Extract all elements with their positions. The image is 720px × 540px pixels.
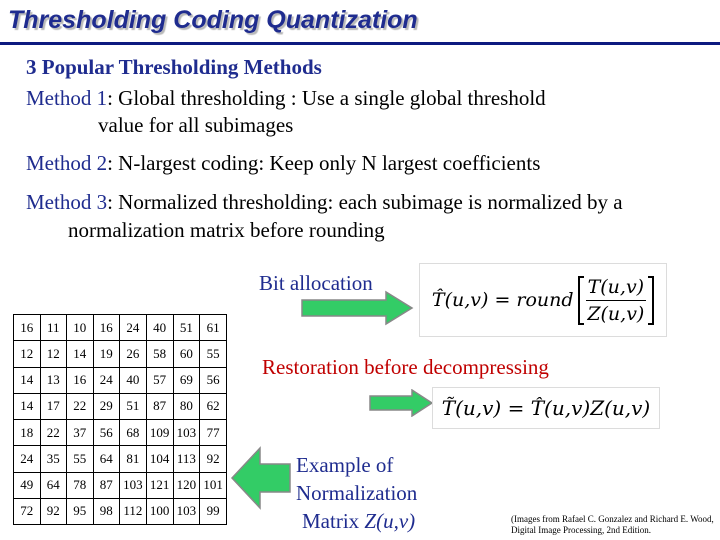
normalization-matrix: [13, 314, 227, 525]
matrix-cell: 14: [14, 367, 41, 393]
method-1-label: Method 1: [26, 86, 108, 110]
matrix-cell: 64: [40, 472, 67, 498]
matrix-cell: 95: [67, 498, 94, 524]
matrix-cell: 37: [67, 420, 94, 446]
matrix-cell: 24: [120, 315, 147, 341]
matrix-cell: 26: [120, 341, 147, 367]
bit-allocation-label: Bit allocation: [259, 271, 373, 295]
example-line-1: Example of: [296, 453, 394, 477]
matrix-cell: 87: [146, 393, 173, 419]
matrix-cell: 12: [40, 341, 67, 367]
matrix-row: [14, 315, 227, 341]
page-title: Thresholding Coding Quantization: [8, 6, 418, 34]
restoration-label: Restoration before decompressing: [262, 355, 549, 379]
matrix-cell: 99: [200, 498, 227, 524]
matrix-cell: 112: [120, 498, 147, 524]
matrix-cell: 120: [173, 472, 200, 498]
method-1-line: [26, 86, 546, 111]
example-caption: [296, 451, 434, 535]
matrix-cell: 40: [146, 315, 173, 341]
matrix-cell: 18: [14, 420, 41, 446]
matrix-cell: 10: [67, 315, 94, 341]
formula-numerator: T(u,v): [586, 276, 647, 301]
matrix-row: [14, 498, 227, 524]
matrix-cell: 72: [14, 498, 41, 524]
matrix-cell: 19: [93, 341, 120, 367]
matrix-cell: 55: [200, 341, 227, 367]
matrix-cell: 113: [173, 446, 200, 472]
matrix-row: [14, 472, 227, 498]
matrix-row: [14, 446, 227, 472]
formula-denominator: Z(u,v): [587, 302, 645, 325]
right-arrow-icon: [300, 290, 416, 326]
matrix-cell: 103: [120, 472, 147, 498]
matrix-cell: 49: [14, 472, 41, 498]
matrix-row: [14, 341, 227, 367]
matrix-cell: 80: [173, 393, 200, 419]
matrix-cell: 78: [67, 472, 94, 498]
title-divider: [0, 42, 720, 45]
example-line-3-prefix: Matrix: [302, 509, 365, 533]
example-line-2: Normalization: [296, 481, 418, 505]
title-bar: [0, 0, 720, 42]
matrix-row: [14, 367, 227, 393]
matrix-cell: 61: [200, 315, 227, 341]
method-2-label: Method 2: [26, 151, 108, 175]
matrix-row: [14, 420, 227, 446]
method-1-continuation: value for all subimages: [98, 113, 294, 137]
section-heading: 3 Popular Thresholding Methods: [26, 55, 322, 79]
matrix-cell: 101: [200, 472, 227, 498]
matrix-cell: 14: [14, 393, 41, 419]
matrix-cell: 64: [93, 446, 120, 472]
matrix-cell: 17: [40, 393, 67, 419]
matrix-cell: 56: [93, 420, 120, 446]
matrix-cell: 58: [146, 341, 173, 367]
matrix-cell: 35: [40, 446, 67, 472]
matrix-cell: 92: [200, 446, 227, 472]
matrix-cell: 24: [14, 446, 41, 472]
matrix-cell: 55: [67, 446, 94, 472]
matrix-cell: 40: [120, 367, 147, 393]
matrix-cell: 92: [40, 498, 67, 524]
matrix-cell: 121: [146, 472, 173, 498]
matrix-cell: 14: [67, 341, 94, 367]
matrix-cell: 57: [146, 367, 173, 393]
matrix-cell: 81: [120, 446, 147, 472]
bit-allocation-formula: [419, 263, 667, 337]
matrix-cell: 77: [200, 420, 227, 446]
matrix-cell: 98: [93, 498, 120, 524]
matrix-cell: 87: [93, 472, 120, 498]
matrix-cell: 16: [93, 315, 120, 341]
matrix-cell: 24: [93, 367, 120, 393]
matrix-cell: 16: [67, 367, 94, 393]
matrix-cell: 51: [120, 393, 147, 419]
matrix-cell: 68: [120, 420, 147, 446]
matrix-cell: 103: [173, 498, 200, 524]
method-3-text: : Normalized thresholding: each subimage is normalized by a: [107, 190, 623, 214]
restoration-formula: T̃(u,v) = T̂(u,v)Z(u,v): [432, 387, 660, 429]
formula-lhs: T̂(u,v) = round: [431, 289, 574, 311]
matrix-cell: 29: [93, 393, 120, 419]
method-3-line: [26, 190, 623, 215]
matrix-cell: 56: [200, 367, 227, 393]
matrix-cell: 100: [146, 498, 173, 524]
matrix-cell: 11: [40, 315, 67, 341]
method-3-continuation: normalization matrix before rounding: [68, 218, 385, 242]
matrix-row: [14, 393, 227, 419]
left-arrow-icon: [230, 446, 292, 510]
example-line-3: [296, 507, 434, 535]
example-line-3-var: Z(u,v): [364, 509, 416, 533]
matrix-cell: 60: [173, 341, 200, 367]
method-3-label: Method 3: [26, 190, 108, 214]
matrix-cell: 13: [40, 367, 67, 393]
method-2-text: : N-largest coding: Keep only N largest coefficients: [107, 151, 541, 175]
matrix-cell: 69: [173, 367, 200, 393]
matrix-cell: 22: [40, 420, 67, 446]
right-arrow-icon: [368, 389, 434, 417]
image-citation: (Images from Rafael C. Gonzalez and Richard E. Wood, Digital Image Processing, 2nd Edition.: [511, 514, 714, 535]
matrix-cell: 16: [14, 315, 41, 341]
matrix-cell: 12: [14, 341, 41, 367]
matrix-cell: 104: [146, 446, 173, 472]
formula-fraction: [578, 276, 655, 325]
method-2-line: [26, 151, 540, 176]
matrix-cell: 109: [146, 420, 173, 446]
matrix-cell: 51: [173, 315, 200, 341]
matrix-cell: 103: [173, 420, 200, 446]
method-1-text: : Global thresholding : Use a single global threshold: [107, 86, 546, 110]
matrix-cell: 22: [67, 393, 94, 419]
matrix-cell: 62: [200, 393, 227, 419]
